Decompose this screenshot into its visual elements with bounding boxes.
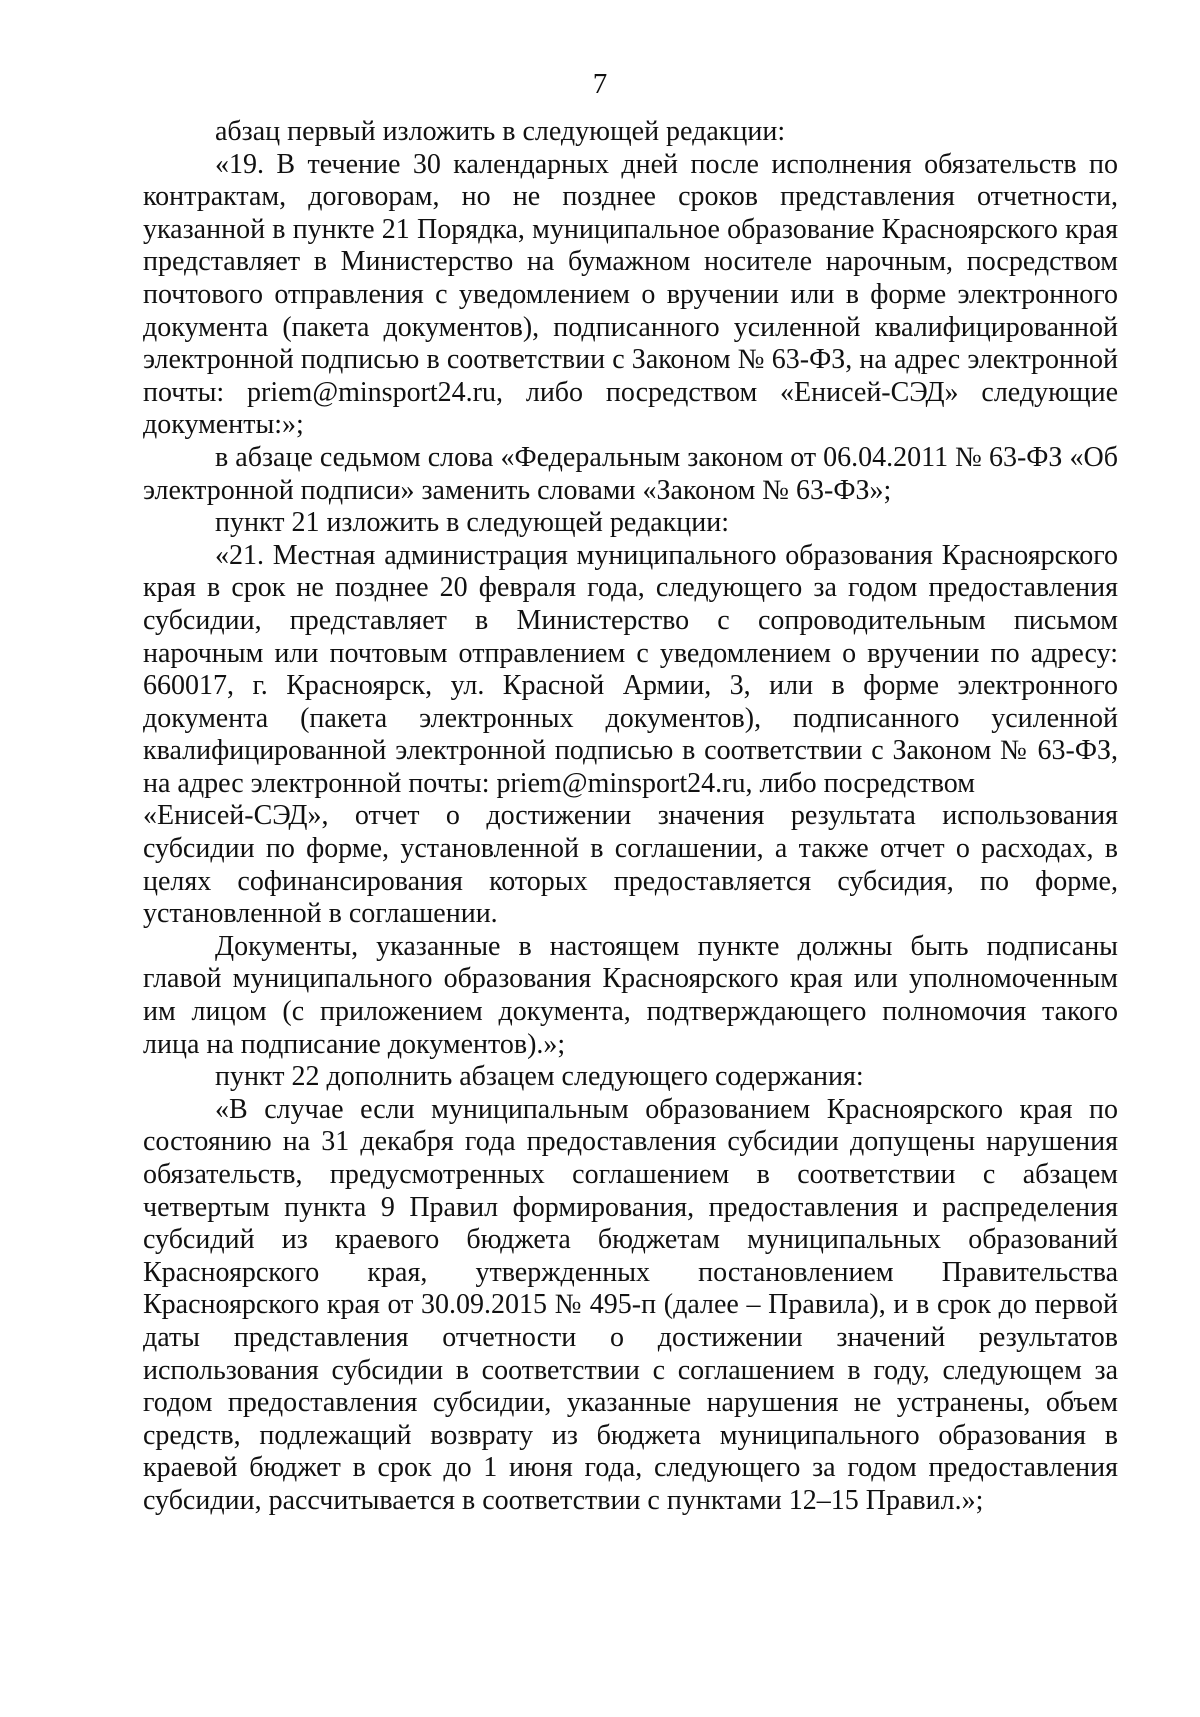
- paragraph-3: в абзаце седьмом слова «Федеральным законом от 06.04.2011 № 63-ФЗ «Об электронной подписи» заменить словами «Законом № 63-ФЗ»;: [143, 441, 1118, 506]
- paragraph-4: пункт 21 изложить в следующей редакции:: [215, 507, 729, 539]
- paragraph-2: «19. В течение 30 календарных дней после исполнения обязательств по контрактам, договорам, но не позднее сроков представления отчетности, указанной в пункте 21 Порядка, муниципальное образование Красноярского края представляет в Министерство на бумажном носителе нарочным, посредством почтового отправления с уведомлением о вручении или в форме электронного документа (пакета документов), подписанного усиленной квалифицированной электронной подписью в соответствии с Законом № 63-ФЗ, на адрес электронной почты: priem@minsport24.ru, либо посредством «Енисей-СЭД» следующие документы:»;: [143, 148, 1118, 441]
- paragraph-7: Документы, указанные в настоящем пункте должны быть подписаны главой муниципального образования Красноярского края или уполномоченным им лицом (с приложением документа, подтверждающего полномочия такого лица на подписание документов).»;: [143, 930, 1118, 1060]
- page-number: 7: [592, 68, 608, 100]
- document-body: [143, 116, 1118, 1518]
- paragraph-9: «В случае если муниципальным образованием Красноярского края по состоянию на 31 декабря года предоставления субсидии допущены нарушения обязательств, предусмотренных соглашением в соответствии с абзацем четвертым пункта 9 Правил формирования, предоставления и распределения субсидий из краевого бюджета бюджетам муниципальных образований Красноярского края, утвержденных постановлением Правительства Красноярского края от 30.09.2015 № 495-п (далее – Правила), и в срок до первой даты представления отчетности о достижении значений результатов использования субсидии в соответствии с соглашением в году, следующем за годом предоставления субсидии, указанные нарушения не устранены, объем средств, подлежащий возврату из бюджета муниципального образования в краевой бюджет в срок до 1 июня года, следующего за годом предоставления субсидии, рассчитывается в соответствии с пунктами 12–15 Правил.»;: [143, 1093, 1118, 1516]
- paragraph-5: «21. Местная администрация муниципального образования Красноярского края в срок не позднее 20 февраля года, следующего за годом предоставления субсидии, представляет в Министерство с сопроводительным письмом нарочным или почтовым отправлением с уведомлением о вручении по адресу: 660017, г. Красноярск, ул. Красной Армии, 3, или в форме электронного документа (пакета электронных документов), подписанного усиленной квалифицированной электронной подписью в соответствии с Законом № 63-ФЗ, на адрес электронной почты: priem@minsport24.ru, либо посредством: [143, 539, 1118, 799]
- paragraph-6: «Енисей-СЭД», отчет о достижении значения результата использования субсидии по форме, установленной в соглашении, а также отчет о расходах, в целях софинансирования которых предоставляется субсидия, по форме, установленной в соглашении.: [143, 800, 1118, 930]
- paragraph-1: абзац первый изложить в следующей редакции:: [215, 116, 786, 147]
- paragraph-8: пункт 22 дополнить абзацем следующего содержания:: [215, 1061, 864, 1093]
